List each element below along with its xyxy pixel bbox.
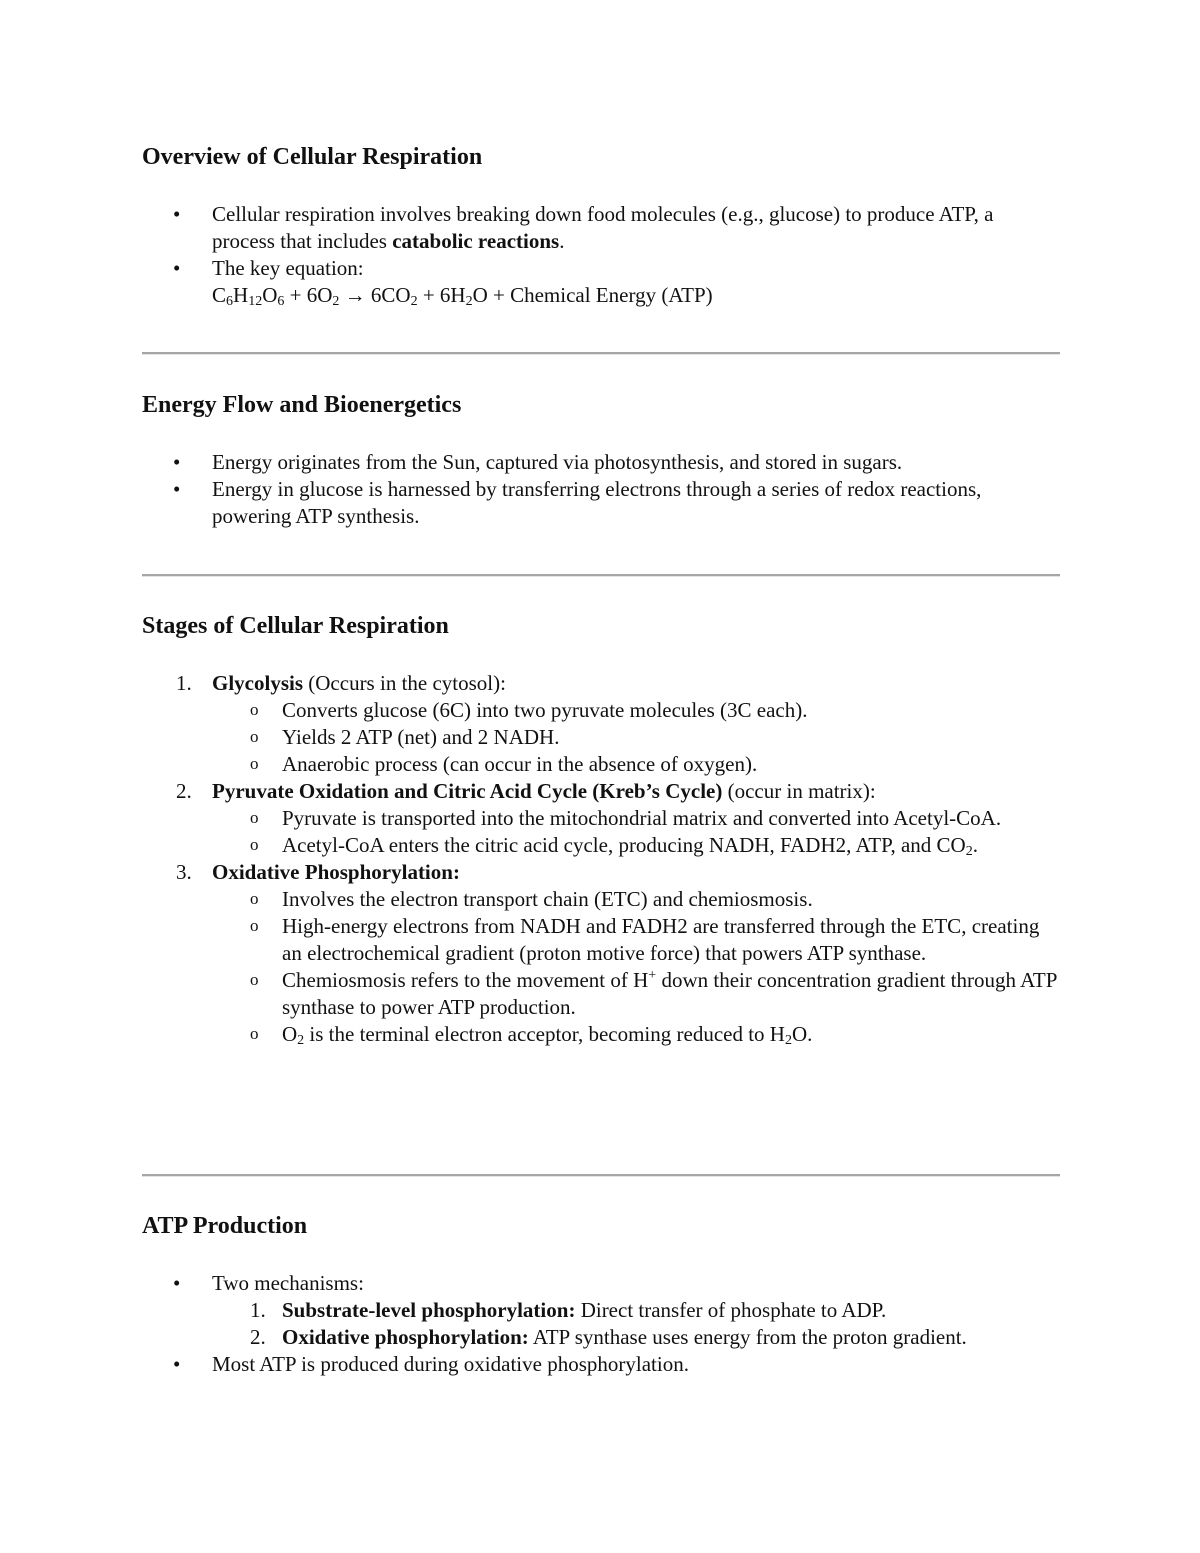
sub-item: o Converts glucose (6C) into two pyruvate molecules (3C each). xyxy=(212,697,1060,724)
list-item xyxy=(142,778,1060,859)
sub-item-text: is the terminal electron acceptor, becoming reduced to H xyxy=(304,1022,785,1046)
subscript: 2 xyxy=(297,1033,305,1048)
horizontal-divider xyxy=(142,352,1060,355)
list-item xyxy=(142,670,1060,778)
bullet-end: . xyxy=(559,229,565,253)
sub-item-text: O. xyxy=(791,1022,813,1046)
list-item: • Most ATP is produced during oxidative phosphorylation. xyxy=(142,1351,1060,1378)
item-number: 1. xyxy=(250,1298,266,1322)
list-item: • Energy in glucose is harnessed by transferring electrons through a series of redox reactions, powering ATP synthesis. xyxy=(142,476,1060,530)
item-bold: Oxidative phosphorylation: xyxy=(282,1325,529,1349)
list-item xyxy=(142,1270,1060,1351)
list-item: • Energy originates from the Sun, captured via photosynthesis, and stored in sugars. xyxy=(142,449,1060,476)
eq-sub: 6 xyxy=(277,294,285,309)
eq-part: O xyxy=(262,283,278,307)
eq-part: 6CO xyxy=(370,283,411,307)
stages-list xyxy=(142,670,1060,1048)
subscript: 2 xyxy=(784,1033,792,1048)
sub-item: o Anaerobic process (can occur in the absence of oxygen). xyxy=(212,751,1060,778)
item-bold: Pyruvate Oxidation and Citric Acid Cycle (Kreb’s Cycle) xyxy=(212,779,723,803)
eq-part: C xyxy=(212,283,227,307)
bullet-text: The key equation: xyxy=(212,256,364,280)
section-title-atp: ATP Production xyxy=(142,1213,308,1239)
eq-sub: 2 xyxy=(410,294,418,309)
list-item xyxy=(142,859,1060,1048)
eq-part: H xyxy=(233,283,249,307)
sub-item xyxy=(212,1297,1060,1324)
energy-list xyxy=(142,449,1060,530)
section-title-energy: Energy Flow and Bioenergetics xyxy=(142,392,462,418)
bullet-text: Cellular respiration involves breaking down food molecules (e.g., glucose) to produce ATP, a process that includes xyxy=(212,202,994,253)
item-text: Direct transfer of phosphate to ADP. xyxy=(575,1298,887,1322)
item-text: (occur in matrix): xyxy=(722,779,876,803)
sub-item xyxy=(212,1324,1060,1351)
horizontal-divider xyxy=(142,574,1060,577)
sub-item: o Involves the electron transport chain (ETC) and chemiosmosis. xyxy=(212,886,1060,913)
sub-item: o Pyruvate is transported into the mitochondrial matrix and converted into Acetyl-CoA. xyxy=(212,805,1060,832)
arrow-icon: → xyxy=(339,283,371,307)
list-item xyxy=(142,201,1060,255)
item-text: (Occurs in the cytosol): xyxy=(303,671,506,695)
eq-sub: 2 xyxy=(332,294,340,309)
bullet-text: Two mechanisms: xyxy=(212,1271,364,1295)
eq-part: + 6O xyxy=(284,283,333,307)
horizontal-divider xyxy=(142,1174,1060,1177)
eq-part: + 6H xyxy=(417,283,466,307)
atp-list xyxy=(142,1270,1060,1378)
eq-sub: 2 xyxy=(465,294,473,309)
bullet-bold: catabolic reactions xyxy=(392,229,560,253)
section-title-stages: Stages of Cellular Respiration xyxy=(142,613,449,639)
sub-item xyxy=(212,832,1060,859)
sub-item-text: Chemiosmosis refers to the movement of H xyxy=(282,968,649,992)
sub-item-text: Acetyl-CoA enters the citric acid cycle, producing NADH, FADH2, ATP, and CO xyxy=(282,833,966,857)
equation xyxy=(212,283,713,307)
sub-item: o High-energy electrons from NADH and FADH2 are transferred through the ETC, creating an electrochemical gradient (proton motive force) that powers ATP synthase. xyxy=(212,913,1060,967)
superscript: + xyxy=(648,968,657,983)
overview-list xyxy=(142,201,1060,309)
sub-item xyxy=(212,967,1060,1021)
sub-item-text: down their concentration gradient through ATP synthase to power ATP production. xyxy=(282,968,1057,1019)
list-item xyxy=(142,255,1060,309)
eq-part: O + Chemical Energy (ATP) xyxy=(472,283,713,307)
item-bold: Glycolysis xyxy=(212,671,304,695)
subscript: 2 xyxy=(965,844,973,859)
eq-sub: 12 xyxy=(248,294,263,309)
section-title-overview: Overview of Cellular Respiration xyxy=(142,144,483,170)
item-bold: Substrate-level phosphorylation: xyxy=(282,1298,576,1322)
sub-item xyxy=(212,1021,1060,1048)
sub-item-end: . xyxy=(972,833,978,857)
sub-item-text: O xyxy=(282,1022,298,1046)
item-number: 2. xyxy=(250,1325,266,1349)
item-number: 2. xyxy=(176,779,192,803)
item-bold: Oxidative Phosphorylation: xyxy=(212,860,460,884)
item-number: 3. xyxy=(176,860,192,884)
item-number: 1. xyxy=(176,671,192,695)
item-text: ATP synthase uses energy from the proton gradient. xyxy=(528,1325,967,1349)
sub-item: o Yields 2 ATP (net) and 2 NADH. xyxy=(212,724,1060,751)
eq-sub: 6 xyxy=(226,294,234,309)
